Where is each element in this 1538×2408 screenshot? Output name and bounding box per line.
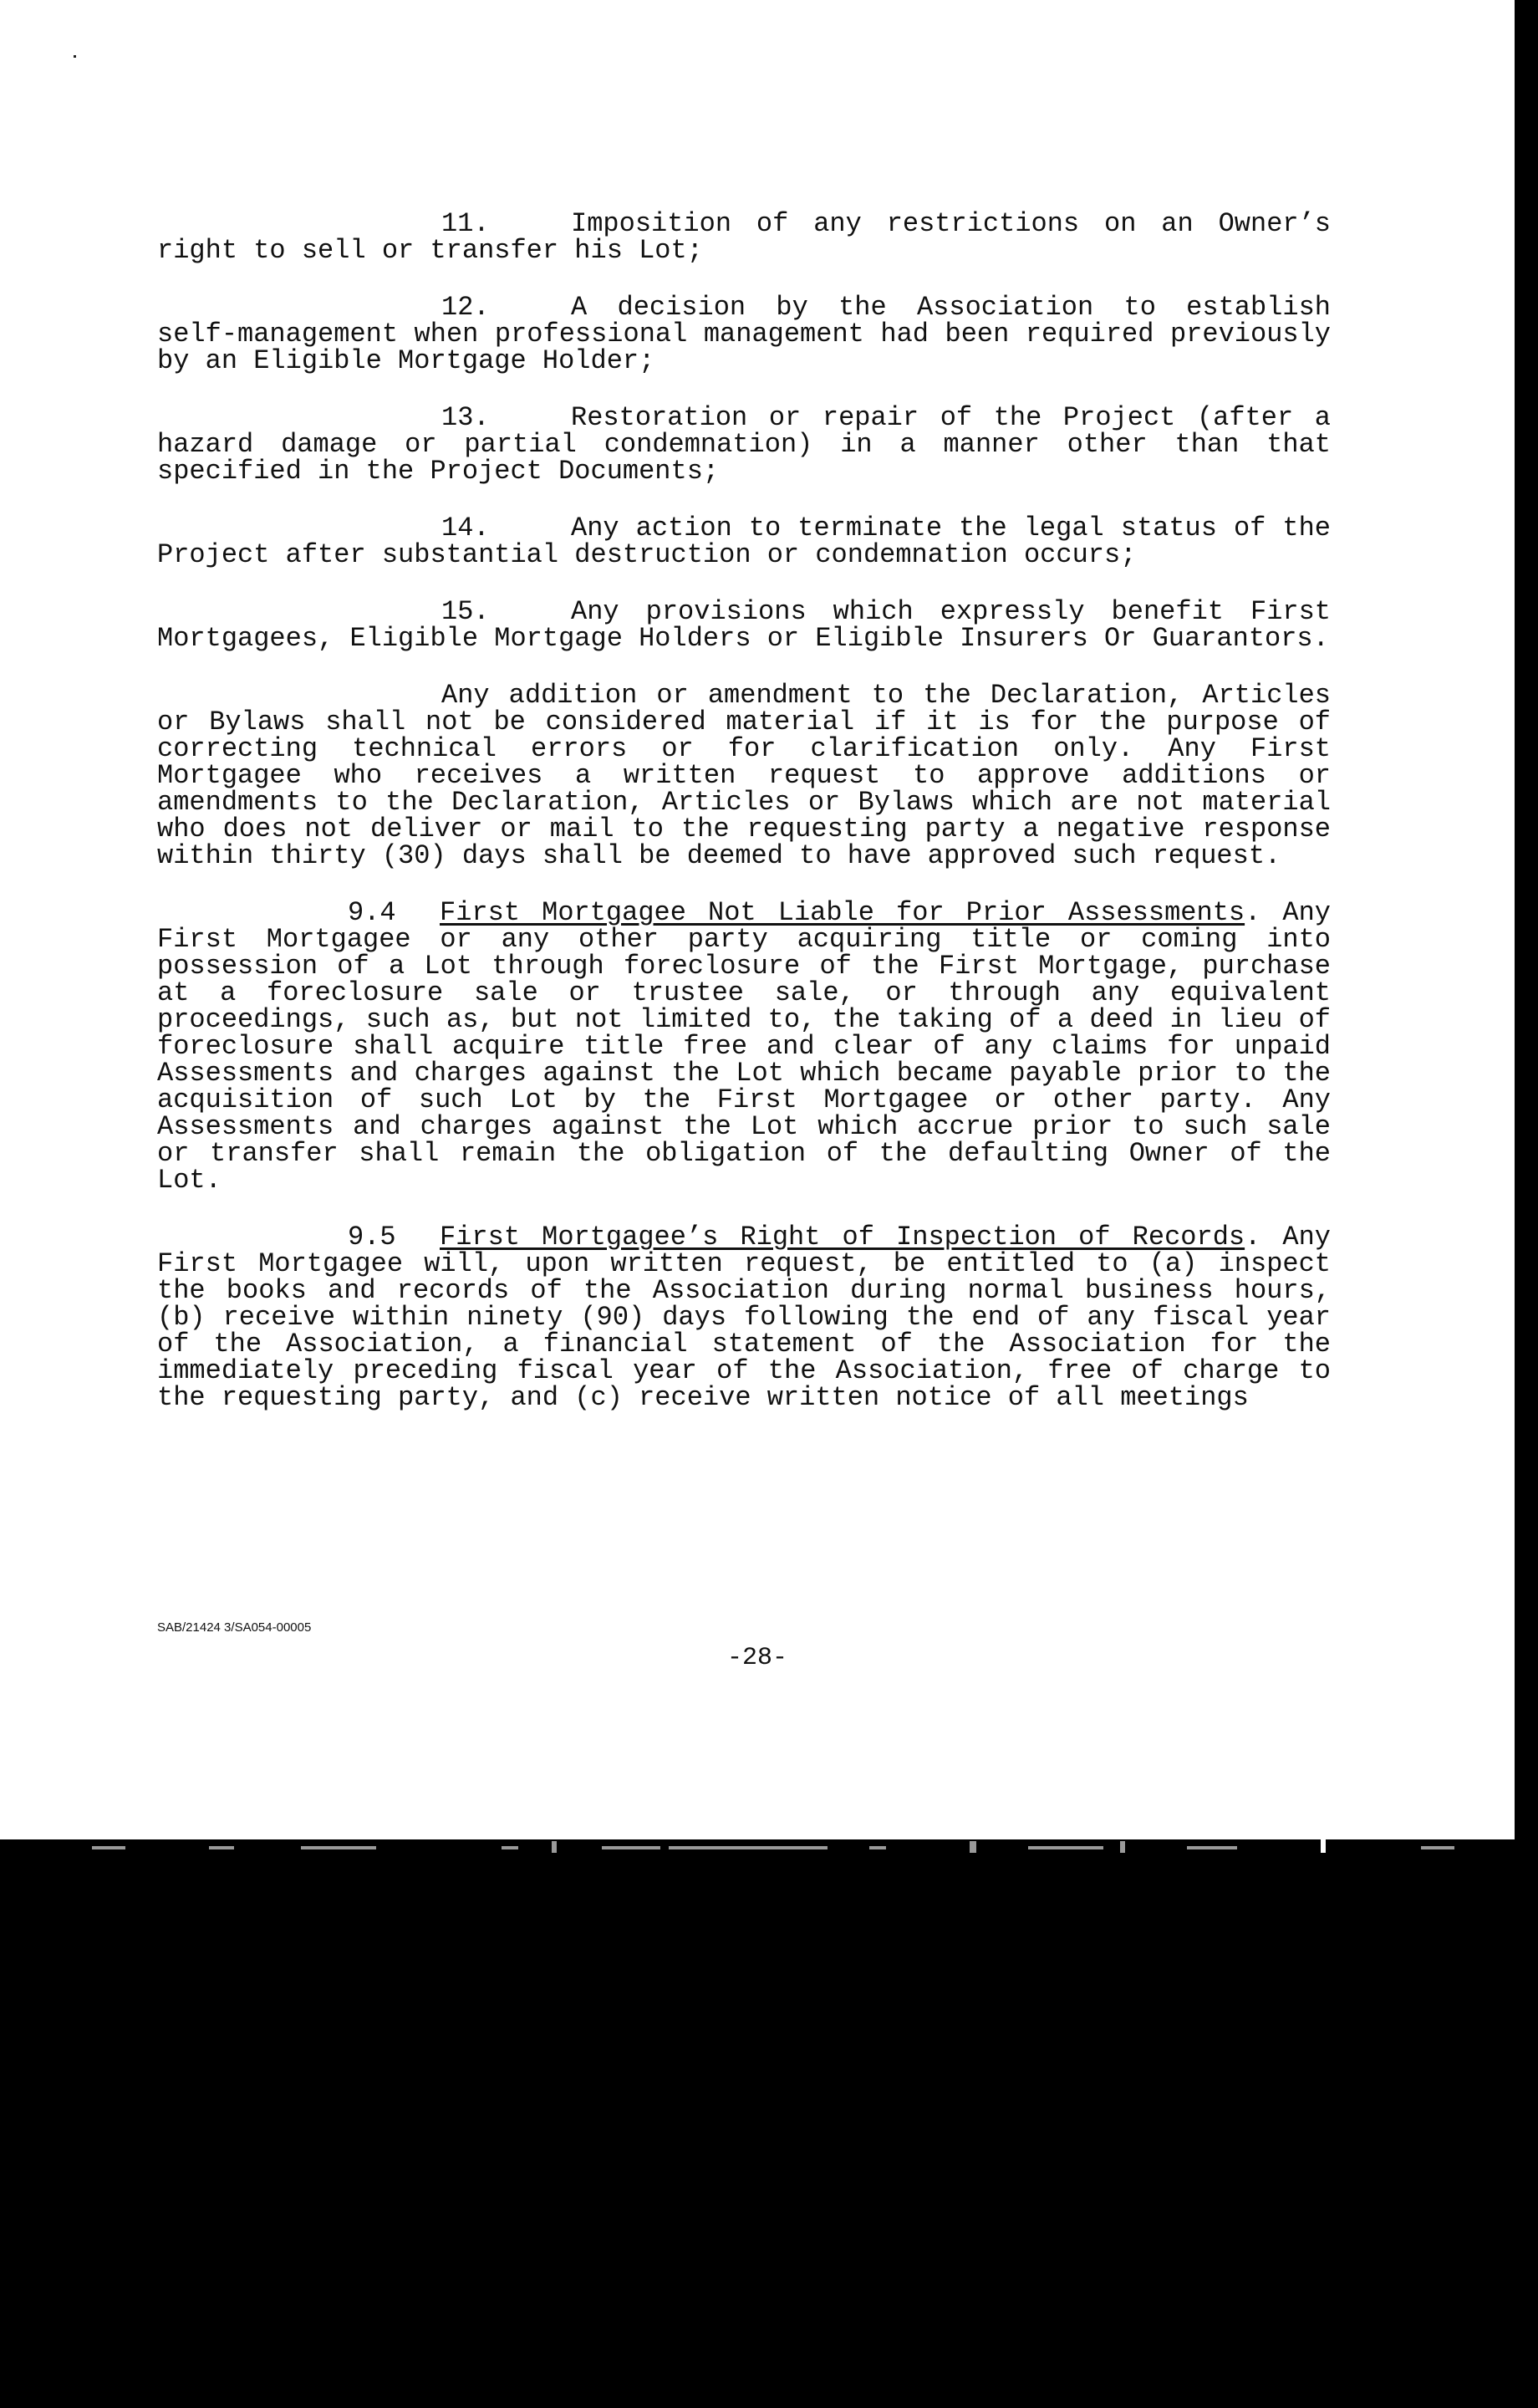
item-text: Imposition of any restrictions on an Owner’s right to sell or transfer his Lot;	[157, 208, 1331, 266]
amendment-paragraph: Any addition or amendment to the Declaration, Articles or Bylaws shall not be considered material if it is for the purpose of correcting technical errors or for clarification only. Any First Mortgagee who receives a written request to approve additions or amendments to the Declaration, Articles or Bylaws which are not material who does not deliver or mail to the requesting party a negative response within thirty (30) days shall be deemed to have approved such request.	[157, 680, 1331, 871]
section-9-5	[157, 1224, 1331, 1411]
section-heading: First Mortgagee Not Liable for Prior Assessments	[440, 897, 1245, 928]
scan-speck	[74, 55, 76, 58]
section-number: 9.4	[348, 897, 396, 928]
item-number: 14.	[441, 513, 490, 543]
section-9-4	[157, 897, 1331, 1196]
page-number: -28-	[726, 1644, 787, 1672]
section-text: Any First Mortgagee will, upon written request, be entitled to (a) inspect the books and records of the Association during normal business hours, (b) receive within ninety (90) days following the end of any fiscal year of the Association, a financial statement of the Association for the immediately preceding fiscal year of the Association, free of charge to the requesting party, and (c) receive written notice of all meetings	[157, 1222, 1331, 1413]
item-number: 11.	[441, 208, 490, 239]
list-item-12	[157, 294, 1331, 375]
section-text: Any First Mortgagee or any other party acquiring title or coming into possession of a Lot through foreclosure of the First Mortgage, purchase at a foreclosure sale or trustee sale, or through any equivalent proceedings, such as, but not limited to, the taking of a deed in lieu of foreclosure shall acquire title free and clear of any claims for unpaid Assessments and charges against the Lot which became payable prior to the acquisition of such Lot by the First Mortgagee or other party. Any Assessments and charges against the Lot which accrue prior to such sale or transfer shall remain the obligation of the defaulting Owner of the Lot.	[157, 897, 1331, 1196]
heading-period: .	[1245, 1222, 1283, 1252]
document-body	[157, 208, 1331, 1441]
item-number: 12.	[441, 292, 490, 323]
section-number: 9.5	[348, 1222, 396, 1252]
section-heading: First Mortgagee’s Right of Inspection of Records	[440, 1222, 1245, 1252]
scan-noise-strip	[0, 1839, 1538, 1860]
item-text: Restoration or repair of the Project (after a hazard damage or partial condemnation) in a manner other than that specified in the Project Documents;	[157, 402, 1331, 487]
item-text: Any provisions which expressly benefit First Mortgagees, Eligible Mortgage Holders or Eligible Insurers Or Guarantors.	[157, 596, 1331, 654]
item-number: 13.	[441, 402, 490, 433]
list-item-13	[157, 402, 1331, 487]
list-item-15	[157, 596, 1331, 654]
list-item-14	[157, 515, 1331, 569]
item-number: 15.	[441, 596, 490, 627]
document-code: SAB/21424 3/SA054-00005	[157, 1620, 312, 1635]
heading-period: .	[1245, 897, 1283, 928]
list-item-11	[157, 208, 1331, 266]
item-text: A decision by the Association to establish self-management when professional management had been required previously by an Eligible Mortgage Holder;	[157, 292, 1331, 376]
item-text: Any action to terminate the legal status of the Project after substantial destruction or condemnation occurs;	[157, 513, 1331, 570]
